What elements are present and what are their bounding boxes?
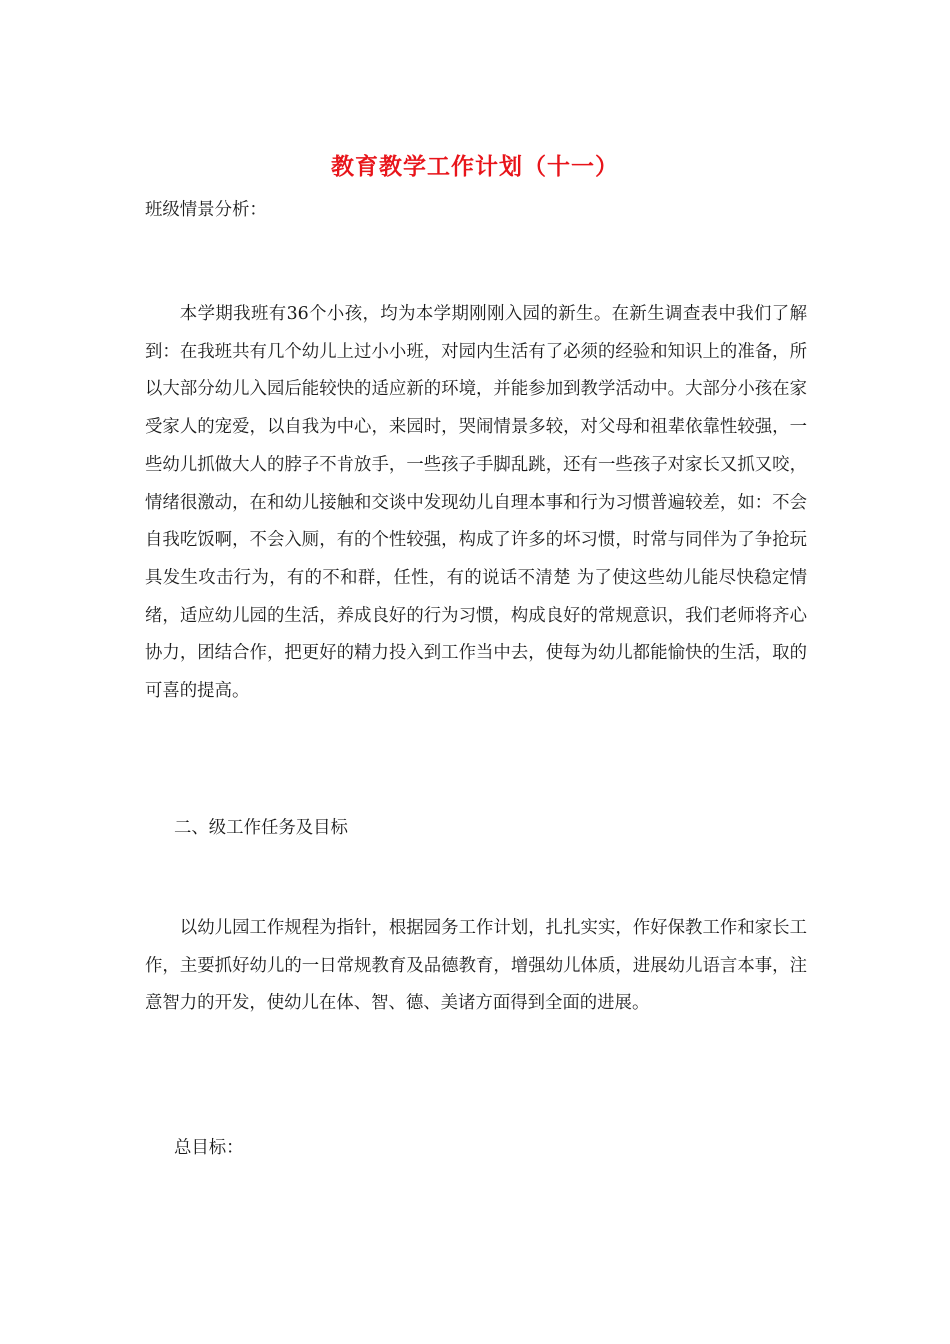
section-heading-work-tasks: 二、级工作任务及目标 [174, 818, 348, 838]
section-heading-overall-goal: 总目标： [174, 1138, 244, 1158]
paragraph-class-situation: 本学期我班有36个小孩，均为本学期刚刚入园的新生。在新生调查表中我们了解到：在我班共有几个幼儿上过小小班，对园内生活有了必须的经验和知识上的准备，所以大部分幼儿入园后能较快的适应新的环境，并能参加到教学活动中。大部分小孩在家受家人的宠爱，以自我为中心，来园时，哭闹情景多较，对父母和祖辈依靠性较强，一些幼儿抓做大人的脖子不肯放手，一些孩子手脚乱跳，还有一些孩子对家长又抓又咬，情绪很激动，在和幼儿接触和交谈中发现幼儿自理本事和行为习惯普遍较差，如：不会自我吃饭啊，不会入厕，有的个性较强，构成了许多的坏习惯，时常与同伴为了争抢玩具发生攻击行为，有的不和群，任性，有的说话不清楚 为了使这些幼儿能尽快稳定情绪，适应幼儿园的生活，养成良好的行为习惯，构成良好的常规意识，我们老师将齐心协力，团结合作，把更好的精力投入到工作当中去，使每为幼儿都能愉快的生活，取的可喜的提高。 [145, 304, 807, 702]
section-heading-class-analysis: 班级情景分析： [145, 200, 267, 220]
paragraph-work-tasks: 以幼儿园工作规程为指针，根据园务工作计划，扎扎实实，作好保教工作和家长工作，主要抓好幼儿的一日常规教育及品德教育，增强幼儿体质，进展幼儿语言本事，注意智力的开发，使幼儿在体、智、德、美诸方面得到全面的进展。 [145, 918, 807, 1014]
document-title: 教育教学工作计划（十一） [331, 153, 619, 180]
